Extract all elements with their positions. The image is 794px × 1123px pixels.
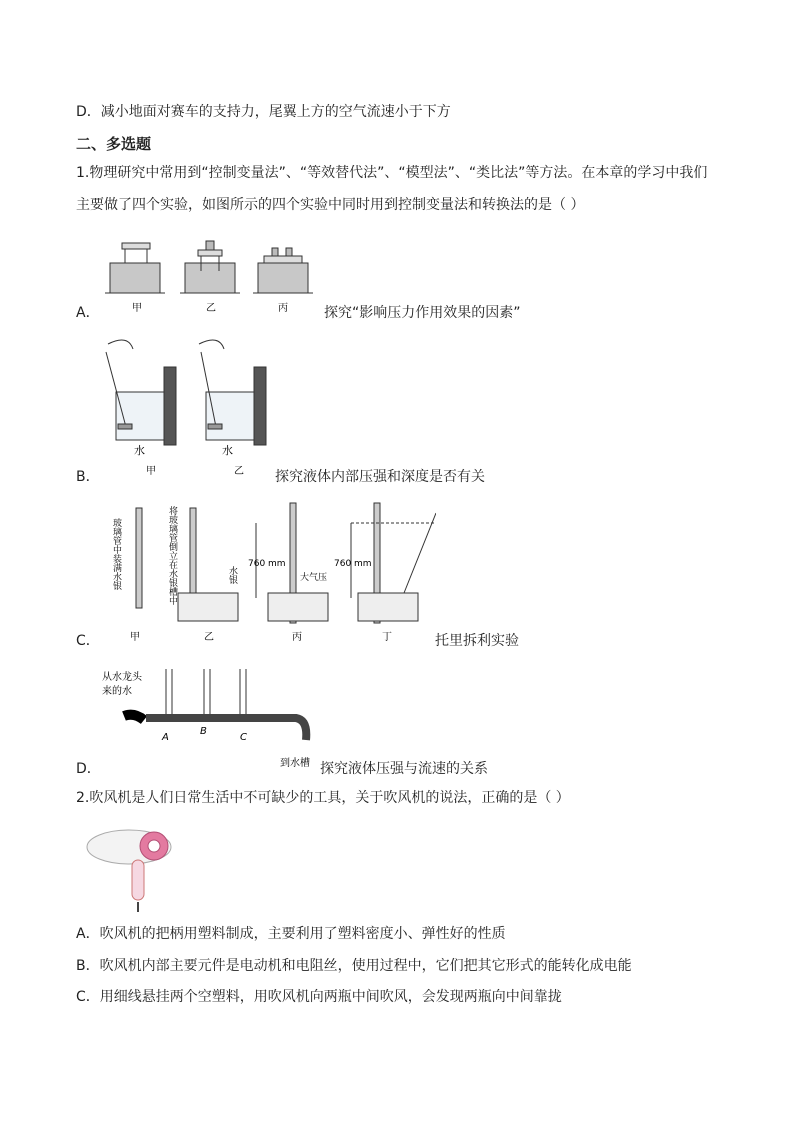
question-option-d: D．减小地面对赛车的支持力，尾翼上方的空气流速小于下方: [76, 104, 451, 120]
q1-option-c-letter: C．: [76, 633, 100, 649]
hair-dryer-image: [84, 822, 176, 914]
torricelli-figure: [96, 498, 436, 646]
fig-b-water-1: 水: [134, 444, 145, 457]
fig-a-label-bing: 丙: [278, 303, 288, 314]
fig-d-to-sink: 到水槽: [280, 758, 310, 769]
q1-stem-line1: 1.物理研究中常用到“控制变量法”、“等效替代法”、“模型法”、“类比法”等方法。在本章的学习中我们: [76, 165, 708, 181]
q1-option-d-letter: D．: [76, 761, 101, 777]
fig-a-label-yi: 乙: [206, 303, 216, 314]
q1-option-d-caption: 探究液体压强与流速的关系: [320, 761, 488, 777]
q1-option-b-caption: 探究液体内部压强和深度是否有关: [275, 469, 485, 485]
liquid-pressure-figure: [96, 332, 276, 482]
q1-option-a-letter: A．: [76, 305, 100, 321]
fig-c-label-bing: 丙: [292, 632, 302, 643]
q2-option-c: C．用细线悬挂两个空塑料，用吹风机向两瓶中间吹风，会发现两瓶向中间靠拢: [76, 989, 562, 1005]
q1-option-c-caption: 托里拆利实验: [435, 633, 519, 649]
q2-stem: 2.吹风机是人们日常生活中不可缺少的工具，关于吹风机的说法，正确的是（ ）: [76, 790, 570, 806]
fig-b-label-yi: 乙: [234, 466, 244, 477]
q2-option-a: A．吹风机的把柄用塑料制成，主要利用了塑料密度小、弹性好的性质: [76, 926, 506, 942]
flow-speed-figure: [96, 664, 326, 774]
fig-b-water-2: 水: [222, 444, 233, 457]
q1-option-b-letter: B．: [76, 469, 100, 485]
pressure-effect-figure: [100, 238, 320, 318]
q1-stem-line2: 主要做了四个实验，如图所示的四个实验中同时用到控制变量法和转换法的是（ ）: [76, 197, 585, 213]
fig-c-note-2: 将玻璃管倒立在水银槽中: [167, 506, 177, 605]
fig-c-label-ding: 丁: [382, 632, 392, 643]
fig-d-tap-water: 来的水: [102, 686, 132, 697]
fig-c-mm-2: 760 mm: [334, 559, 372, 569]
section-title: 二、多选题: [76, 135, 152, 153]
fig-c-label-yi: 乙: [204, 632, 214, 643]
q1-option-a-caption: 探究“影响压力作用效果的因素”: [324, 305, 521, 321]
fig-c-label-jia: 甲: [130, 632, 140, 643]
fig-c-note-1: 玻璃管中装满水银: [111, 518, 121, 590]
fig-c-atm: 大气压: [300, 573, 328, 583]
fig-d-point-c: C: [240, 732, 247, 743]
fig-a-label-jia: 甲: [132, 303, 142, 314]
fig-d-point-b: B: [200, 726, 207, 737]
q2-option-b: B．吹风机内部主要元件是电动机和电阻丝，使用过程中，它们把其它形式的能转化成电能: [76, 958, 632, 974]
fig-c-mm-1: 760 mm: [248, 559, 286, 569]
fig-d-point-a: A: [162, 732, 169, 743]
fig-d-from-tap: 从水龙头: [102, 672, 142, 683]
fig-b-label-jia: 甲: [146, 466, 156, 477]
fig-c-mercury: 水银: [227, 566, 237, 584]
